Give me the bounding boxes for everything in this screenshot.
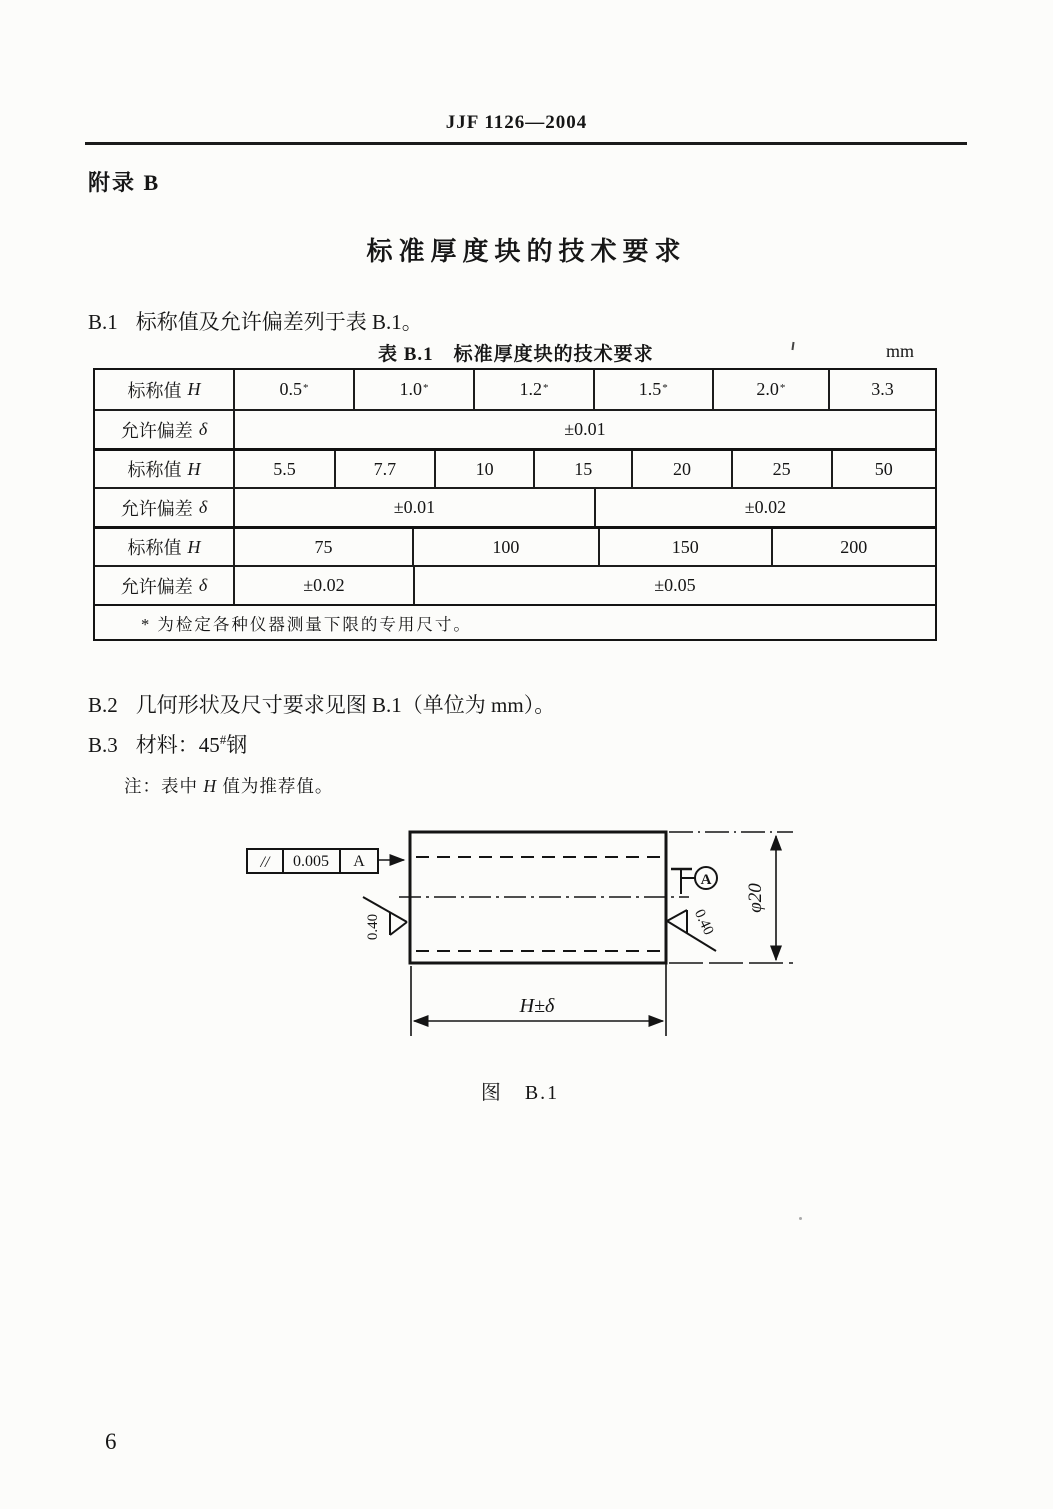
spec-table bbox=[93, 368, 937, 641]
row-label: 标称值 H bbox=[95, 451, 235, 487]
table-cell: 1.2 * bbox=[475, 370, 595, 409]
table-cell: ±0.05 bbox=[654, 575, 696, 595]
table-cell: ±0.02 bbox=[235, 567, 415, 604]
row-label: 允许偏差 δ bbox=[95, 489, 235, 526]
table-row bbox=[95, 487, 935, 526]
length-label: H±δ bbox=[519, 995, 555, 1017]
table-cell: 0.5 * bbox=[235, 370, 355, 409]
header-rule bbox=[85, 142, 967, 145]
table-note-variable: H bbox=[203, 776, 218, 796]
section-b2-number: B.2 bbox=[88, 693, 118, 717]
table-footnote: * 为检定各种仪器测量下限的专用尺寸。 bbox=[95, 604, 935, 639]
page-number: 6 bbox=[105, 1429, 117, 1454]
datum-letter: A bbox=[700, 872, 712, 888]
table-cell: 20 bbox=[633, 451, 733, 487]
appendix-label: 附录 B bbox=[88, 170, 161, 195]
row-label: 允许偏差 δ bbox=[95, 411, 235, 448]
appendix-title: 标准厚度块的技术要求 bbox=[366, 237, 687, 266]
table-cell: ±0.01 bbox=[564, 419, 606, 439]
scan-speck bbox=[791, 342, 794, 350]
row-label: 允许偏差 δ bbox=[95, 567, 235, 604]
table-cell: 1.0 * bbox=[355, 370, 475, 409]
section-b3-text: 材料：45 bbox=[135, 733, 220, 757]
table-note-suffix: 值为推荐值。 bbox=[217, 776, 334, 796]
diameter-label: φ20 bbox=[745, 883, 766, 913]
table-cell: 1.5 * bbox=[595, 370, 714, 409]
table-row bbox=[95, 370, 935, 409]
table-cell: 75 bbox=[235, 529, 414, 565]
table-unit-label: mm bbox=[886, 341, 915, 361]
section-b2-text: 几何形状及尺寸要求见图 B.1（单位为 mm）。 bbox=[135, 693, 556, 717]
block-outline bbox=[399, 832, 689, 963]
table-row bbox=[95, 526, 935, 565]
table-cell: 150 bbox=[600, 529, 773, 565]
section-b1 bbox=[88, 306, 423, 336]
roughness-value-right: 0.40 bbox=[690, 907, 717, 938]
table-cell: 3.3 bbox=[871, 379, 894, 399]
section-b1-text: 标称值及允许偏差列于表 B.1。 bbox=[135, 310, 423, 334]
tolerance-value: 0.005 bbox=[293, 853, 329, 870]
length-dimension bbox=[411, 964, 666, 1036]
table-row bbox=[95, 565, 935, 604]
section-b2 bbox=[88, 689, 555, 719]
table-cell: 200 bbox=[840, 536, 868, 557]
section-b3-tail: 钢 bbox=[226, 733, 248, 757]
table-cell: 100 bbox=[414, 529, 600, 565]
table-cell: ±0.02 bbox=[744, 497, 787, 517]
scan-speck bbox=[799, 1217, 802, 1220]
row-label: 标称值 H bbox=[95, 529, 235, 565]
figure-b1-drawing bbox=[230, 820, 820, 1042]
section-b3 bbox=[88, 729, 247, 759]
table-row bbox=[95, 409, 935, 448]
row-label: 标称值 H bbox=[95, 370, 235, 409]
table-row bbox=[95, 448, 935, 487]
parallelism-icon: // bbox=[260, 854, 270, 871]
table-cell: 2.0 * bbox=[714, 370, 831, 409]
table-note bbox=[124, 773, 333, 798]
table-cell: 7.7 bbox=[336, 451, 436, 487]
table-cell: 25 bbox=[733, 451, 833, 487]
table-cell: 10 bbox=[436, 451, 536, 487]
section-b1-number: B.1 bbox=[88, 310, 118, 334]
parallelism-tolerance-frame bbox=[247, 849, 404, 873]
section-b3-number: B.3 bbox=[88, 733, 118, 757]
table-cell: ±0.01 bbox=[235, 489, 596, 526]
section-b3-superscript: # bbox=[219, 732, 227, 747]
table-cell: 5.5 bbox=[235, 451, 336, 487]
roughness-value-left: 0.40 bbox=[365, 913, 381, 941]
table-caption: 表 B.1 标准厚度块的技术要求 bbox=[378, 344, 654, 365]
table-cell: 50 bbox=[874, 458, 893, 479]
frame-datum-letter: A bbox=[353, 853, 365, 870]
table-note-prefix: 注：表中 bbox=[124, 776, 204, 796]
figure-caption: 图 B.1 bbox=[480, 1082, 560, 1104]
datum-symbol bbox=[671, 867, 717, 894]
table-cell: 15 bbox=[535, 451, 633, 487]
standard-code: JJF 1126—2004 bbox=[445, 112, 588, 133]
